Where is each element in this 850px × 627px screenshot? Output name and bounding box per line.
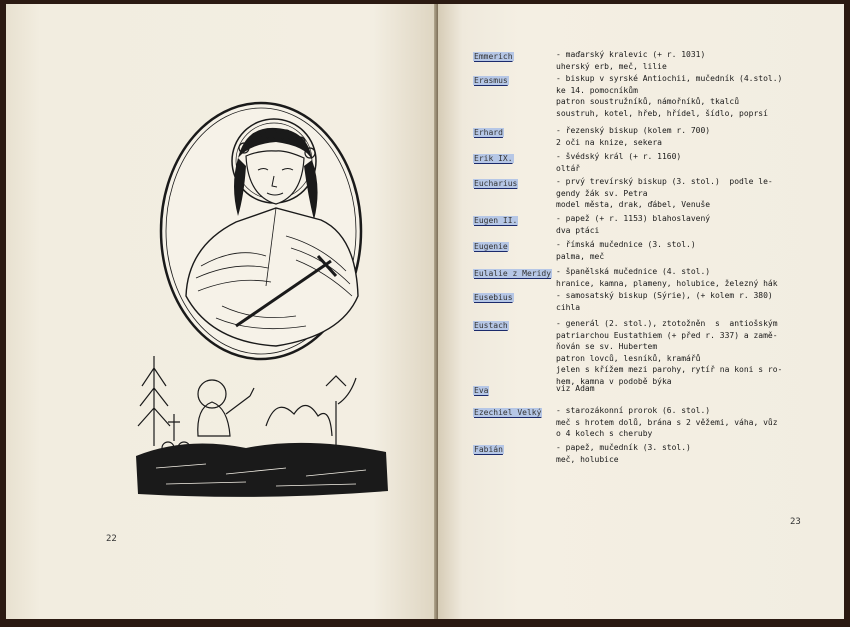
entry-description: [556, 383, 595, 395]
term-highlight: Eusebius: [474, 293, 513, 302]
term-highlight: Ezechiel Velký: [474, 408, 542, 417]
entry-line: model města, drak, ďábel, Venuše: [556, 200, 711, 209]
entry-term: [473, 179, 518, 188]
entry-term: [473, 269, 552, 278]
entry-description: [556, 213, 710, 236]
entry-line: - řezenský biskup (kolem r. 700): [556, 126, 711, 135]
term-highlight: Erhard: [474, 128, 503, 137]
entry-line: gendy žák sv. Petra: [556, 188, 648, 198]
entry-description: [556, 239, 696, 262]
entry-description: [556, 405, 778, 440]
entry-term: [473, 128, 504, 137]
page-number-right: 23: [790, 517, 801, 527]
entry-description: [556, 266, 778, 289]
page-number-left: 22: [106, 534, 117, 544]
entry-line: patron lovců, lesníků, kramářů: [556, 353, 701, 363]
term-highlight: Eva: [474, 386, 489, 395]
entry-description: [556, 442, 691, 465]
term-highlight: Eulalie z Meridy: [474, 269, 552, 278]
term-highlight: Erasmus: [474, 76, 508, 85]
entry-line: - samosatský biskup (Sýrie), (+ kolem r. 380): [556, 291, 773, 300]
term-highlight: Eugenie: [474, 242, 508, 251]
entry-line: patron soustružníků, námořníků, tkalců: [556, 97, 740, 106]
entry-line: - maďarský kralevic (+ r. 1031): [556, 50, 706, 59]
entry-line: - starozákonní prorok (6. stol.): [556, 406, 711, 415]
entry-line: - biskup v syrské Antiochii, mučedník (4.stol.): [556, 74, 783, 83]
entry-line: - papež (+ r. 1153) blahoslavený: [556, 214, 711, 223]
left-page: [6, 4, 438, 619]
entry-term: [473, 386, 489, 395]
entry-term: [473, 154, 514, 163]
entry-description: [556, 290, 773, 313]
entry-line: - generál (2. stol.), ztotožněn s antiošským: [556, 319, 778, 328]
entry-line: viz Adam: [556, 384, 595, 393]
entry-description: [556, 176, 773, 211]
entry-line: - španělská mučednice (4. stol.): [556, 267, 711, 276]
entry-line: o 4 kolech s cheruby: [556, 429, 653, 438]
entry-line: hranice, kamna, plameny, holubice, železný hák: [556, 278, 778, 288]
entry-line: meč s hrotem dolů, brána s 2 věžemi, váha, vůz: [556, 417, 778, 427]
entry-line: 2 oči na knize, sekera: [556, 137, 662, 147]
entry-term: [473, 242, 509, 251]
entry-term: [473, 76, 509, 85]
book-spread: [6, 4, 844, 619]
entry-line: - papež, mučedník (3. stol.): [556, 443, 691, 452]
entry-line: meč, holubice: [556, 454, 619, 464]
entry-line: oltář: [556, 163, 581, 173]
entry-description: [556, 151, 681, 174]
entry-term: [473, 445, 504, 454]
entry-description: [556, 125, 710, 148]
term-highlight: Eugen II.: [474, 216, 518, 225]
entry-line: - švédský král (+ r. 1160): [556, 152, 682, 161]
entry-line: - prvý trevírský biskup (3. stol.) podle le-: [556, 177, 773, 186]
term-highlight: Erik IX.: [474, 154, 513, 163]
term-highlight: Emmerich: [474, 52, 513, 61]
entry-line: uherský erb, meč, lilie: [556, 61, 667, 71]
entry-line: hem, kamna v podobě býka: [556, 376, 672, 386]
entry-line: ňován se sv. Hubertem: [556, 342, 658, 351]
entry-description: [556, 49, 705, 72]
entry-term: [473, 321, 509, 330]
entry-line: - římská mučednice (3. stol.): [556, 240, 696, 249]
entry-line: ke 14. pomocníkům: [556, 85, 638, 95]
entry-line: jelen s křížem mezi parohy, rytíř na koni s ro-: [556, 365, 783, 374]
right-page: [438, 4, 844, 619]
entry-description: [556, 318, 782, 387]
entry-line: patriarchou Eustathiem (+ před r. 337) a zamě-: [556, 330, 778, 340]
entry-description: [556, 73, 782, 119]
term-highlight: Fabián: [474, 445, 503, 454]
woodcut-illustration: [126, 96, 396, 501]
entry-line: palma, meč: [556, 251, 605, 261]
entry-term: [473, 293, 514, 302]
entry-line: dva ptáci: [556, 225, 600, 235]
term-highlight: Eustach: [474, 321, 508, 330]
entry-term: [473, 52, 514, 61]
entry-line: soustruh, kotel, hřeb, hřídel, šídlo, poprsí: [556, 108, 768, 118]
term-highlight: Eucharius: [474, 179, 518, 188]
entry-term: [473, 408, 542, 417]
entry-line: cihla: [556, 302, 581, 312]
entry-term: [473, 216, 518, 225]
